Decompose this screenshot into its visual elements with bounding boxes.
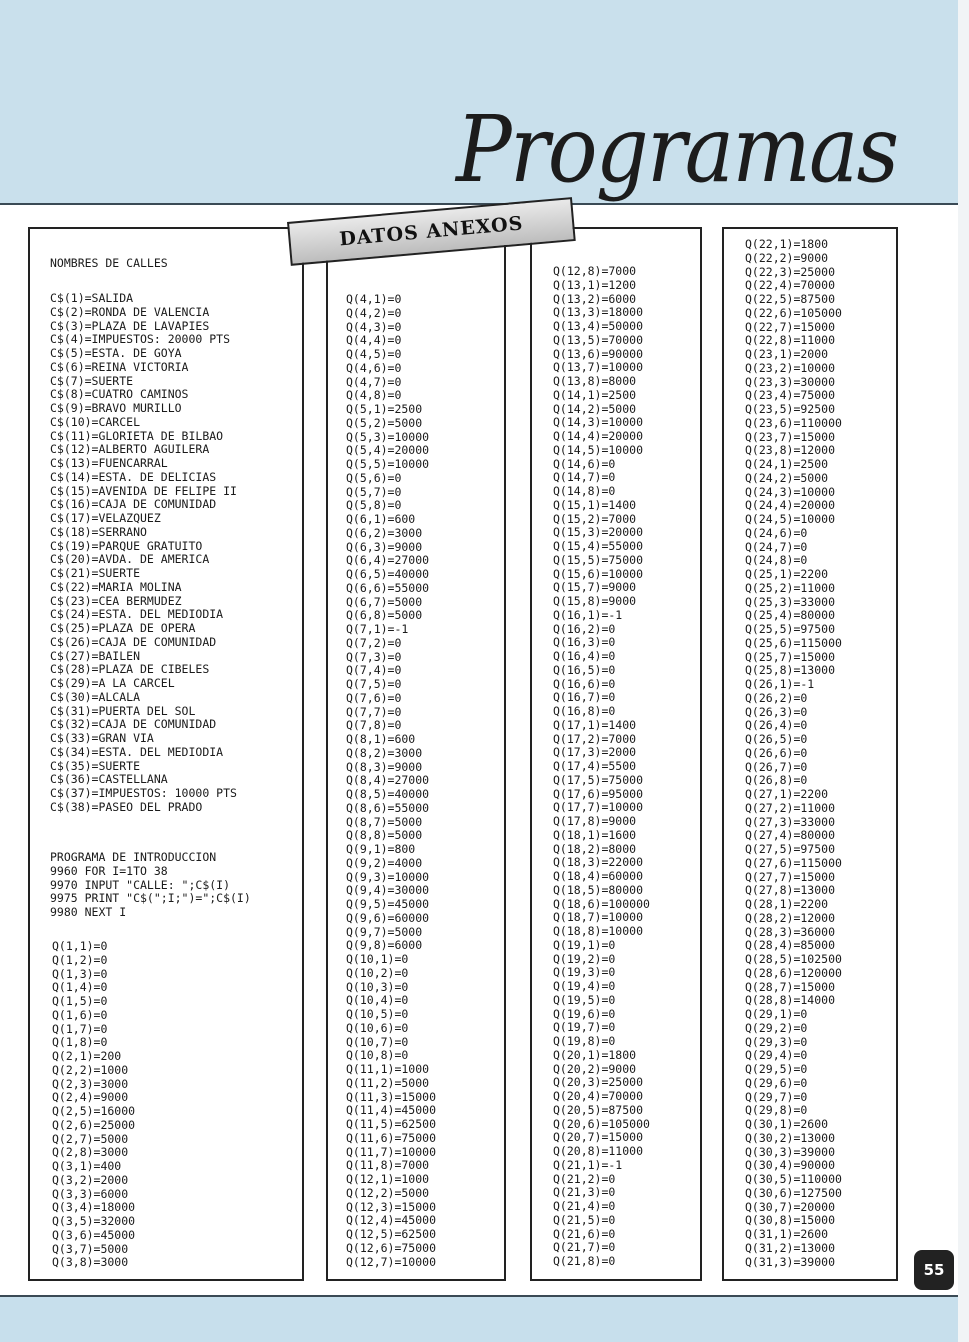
section-title: Programas	[455, 96, 897, 203]
section-banner: DATOS ANEXOS	[287, 197, 576, 266]
page-edge	[958, 0, 969, 1342]
page-number: 55	[914, 1250, 954, 1290]
values-listing-3: Q(12,8)=7000 Q(13,1)=1200 Q(13,2)=6000 Q(13,3)=18000 Q(13,4)=50000 Q(13,5)=70000 Q(13,6)=90000 Q(13,7)=10000 Q(13,8)=8000 Q(14,1)=2500 Q(14,2)=5000 Q(14,3)=10000 Q(14,4)=20000 Q(14,5)=10000 Q(14,6)=0 Q(14,7)=0 Q(14,8)=0 Q(15,1)=1400 Q(15,2)=7000 Q(15,3)=20000 Q(15,4)=55000 Q(15,5)=75000 Q(15,6)=10000 Q(15,7)=9000 Q(15,8)=9000 Q(16,1)=-1 Q(16,2)=0 Q(16,3)=0 Q(16,4)=0 Q(16,5)=0 Q(16,6)=0 Q(16,7)=0 Q(16,8)=0 Q(17,1)=1400 Q(17,2)=7000 Q(17,3)=2000 Q(17,4)=5500 Q(17,5)=75000 Q(17,6)=95000 Q(17,7)=10000 Q(17,8)=9000 Q(18,1)=1600 Q(18,2)=8000 Q(18,3)=22000 Q(18,4)=60000 Q(18,5)=80000 Q(18,6)=100000 Q(18,7)=10000 Q(18,8)=10000 Q(19,1)=0 Q(19,2)=0 Q(19,3)=0 Q(19,4)=0 Q(19,5)=0 Q(19,6)=0 Q(19,7)=0 Q(19,8)=0 Q(20,1)=1800 Q(20,2)=9000 Q(20,3)=25000 Q(20,4)=70000 Q(20,5)=87500 Q(20,6)=105000 Q(20,7)=15000 Q(20,8)=11000 Q(21,1)=-1 Q(21,2)=0 Q(21,3)=0 Q(21,4)=0 Q(21,5)=0 Q(21,6)=0 Q(21,7)=0 Q(21,8)=0	[553, 264, 650, 1268]
values-listing-1: Q(1,1)=0 Q(1,2)=0 Q(1,3)=0 Q(1,4)=0 Q(1,5)=0 Q(1,6)=0 Q(1,7)=0 Q(1,8)=0 Q(2,1)=200 Q(2,2)=1000 Q(2,3)=3000 Q(2,4)=9000 Q(2,5)=16000 Q(2,6)=25000 Q(2,7)=5000 Q(2,8)=3000 Q(3,1)=400 Q(3,2)=2000 Q(3,3)=6000 Q(3,4)=18000 Q(3,5)=32000 Q(3,6)=45000 Q(3,7)=5000 Q(3,8)=3000	[52, 939, 136, 1270]
street-names-header: NOMBRES DE CALLES	[50, 256, 168, 270]
footer-band	[0, 1297, 969, 1342]
input-program-listing: PROGRAMA DE INTRODUCCION 9960 FOR I=1TO 38 9970 INPUT "CALLE: ";C$(I) 9975 PRINT "C$(";I;")=";C$(I) 9980 NEXT I	[50, 850, 251, 919]
values-listing-4: Q(22,1)=1800 Q(22,2)=9000 Q(22,3)=25000 Q(22,4)=70000 Q(22,5)=87500 Q(22,6)=105000 Q(22,7)=15000 Q(22,8)=11000 Q(23,1)=2000 Q(23,2)=10000 Q(23,3)=30000 Q(23,4)=75000 Q(23,5)=92500 Q(23,6)=110000 Q(23,7)=15000 Q(23,8)=12000 Q(24,1)=2500 Q(24,2)=5000 Q(24,3)=10000 Q(24,4)=20000 Q(24,5)=10000 Q(24,6)=0 Q(24,7)=0 Q(24,8)=0 Q(25,1)=2200 Q(25,2)=11000 Q(25,3)=33000 Q(25,4)=80000 Q(25,5)=97500 Q(25,6)=115000 Q(25,7)=15000 Q(25,8)=13000 Q(26,1)=-1 Q(26,2)=0 Q(26,3)=0 Q(26,4)=0 Q(26,5)=0 Q(26,6)=0 Q(26,7)=0 Q(26,8)=0 Q(27,1)=2200 Q(27,2)=11000 Q(27,3)=33000 Q(27,4)=80000 Q(27,5)=97500 Q(27,6)=115000 Q(27,7)=15000 Q(27,8)=13000 Q(28,1)=2200 Q(28,2)=12000 Q(28,3)=36000 Q(28,4)=85000 Q(28,5)=102500 Q(28,6)=120000 Q(28,7)=15000 Q(28,8)=14000 Q(29,1)=0 Q(29,2)=0 Q(29,3)=0 Q(29,4)=0 Q(29,5)=0 Q(29,6)=0 Q(29,7)=0 Q(29,8)=0 Q(30,1)=2600 Q(30,2)=13000 Q(30,3)=39000 Q(30,4)=90000 Q(30,5)=110000 Q(30,6)=127500 Q(30,7)=20000 Q(30,8)=15000 Q(31,1)=2600 Q(31,2)=13000 Q(31,3)=39000	[745, 237, 842, 1269]
values-listing-2: Q(4,1)=0 Q(4,2)=0 Q(4,3)=0 Q(4,4)=0 Q(4,5)=0 Q(4,6)=0 Q(4,7)=0 Q(4,8)=0 Q(5,1)=2500 Q(5,2)=5000 Q(5,3)=10000 Q(5,4)=20000 Q(5,5)=10000 Q(5,6)=0 Q(5,7)=0 Q(5,8)=0 Q(6,1)=600 Q(6,2)=3000 Q(6,3)=9000 Q(6,4)=27000 Q(6,5)=40000 Q(6,6)=55000 Q(6,7)=5000 Q(6,8)=5000 Q(7,1)=-1 Q(7,2)=0 Q(7,3)=0 Q(7,4)=0 Q(7,5)=0 Q(7,6)=0 Q(7,7)=0 Q(7,8)=0 Q(8,1)=600 Q(8,2)=3000 Q(8,3)=9000 Q(8,4)=27000 Q(8,5)=40000 Q(8,6)=55000 Q(8,7)=5000 Q(8,8)=5000 Q(9,1)=800 Q(9,2)=4000 Q(9,3)=10000 Q(9,4)=30000 Q(9,5)=45000 Q(9,6)=60000 Q(9,7)=5000 Q(9,8)=6000 Q(10,1)=0 Q(10,2)=0 Q(10,3)=0 Q(10,4)=0 Q(10,5)=0 Q(10,6)=0 Q(10,7)=0 Q(10,8)=0 Q(11,1)=1000 Q(11,2)=5000 Q(11,3)=15000 Q(11,4)=45000 Q(11,5)=62500 Q(11,6)=75000 Q(11,7)=10000 Q(11,8)=7000 Q(12,1)=1000 Q(12,2)=5000 Q(12,3)=15000 Q(12,4)=45000 Q(12,5)=62500 Q(12,6)=75000 Q(12,7)=10000	[346, 292, 437, 1269]
street-names-listing: C$(1)=SALIDA C$(2)=RONDA DE VALENCIA C$(3)=PLAZA DE LAVAPIES C$(4)=IMPUESTOS: 20000 PTS C$(5)=ESTA. DE GOYA C$(6)=REINA VICTORIA C$(7)=SUERTE C$(8)=CUATRO CAMINOS C$(9)=BRAVO MURILLO C$(10)=CARCEL C$(11)=GLORIETA DE BILBAO C$(12)=ALBERTO AGUILERA C$(13)=FUENCARRAL C$(14)=ESTA. DE DELICIAS C$(15)=AVENIDA DE FELIPE II C$(16)=CAJA DE COMUNIDAD C$(17)=VELAZQUEZ C$(18)=SERRANO C$(19)=PARQUE GRATUITO C$(20)=AVDA. DE AMERICA C$(21)=SUERTE C$(22)=MARIA MOLINA C$(23)=CEA BERMUDEZ C$(24)=ESTA. DEL MEDIODIA C$(25)=PLAZA DE OPERA C$(26)=CAJA DE COMUNIDAD C$(27)=BAILEN C$(28)=PLAZA DE CIBELES C$(29)=A LA CARCEL C$(30)=ALCALA C$(31)=PUERTA DEL SOL C$(32)=CAJA DE COMUNIDAD C$(33)=GRAN VIA C$(34)=ESTA. DEL MEDIODIA C$(35)=SUERTE C$(36)=CASTELLANA C$(37)=IMPUESTOS: 10000 PTS C$(38)=PASEO DEL PRADO	[50, 291, 237, 814]
